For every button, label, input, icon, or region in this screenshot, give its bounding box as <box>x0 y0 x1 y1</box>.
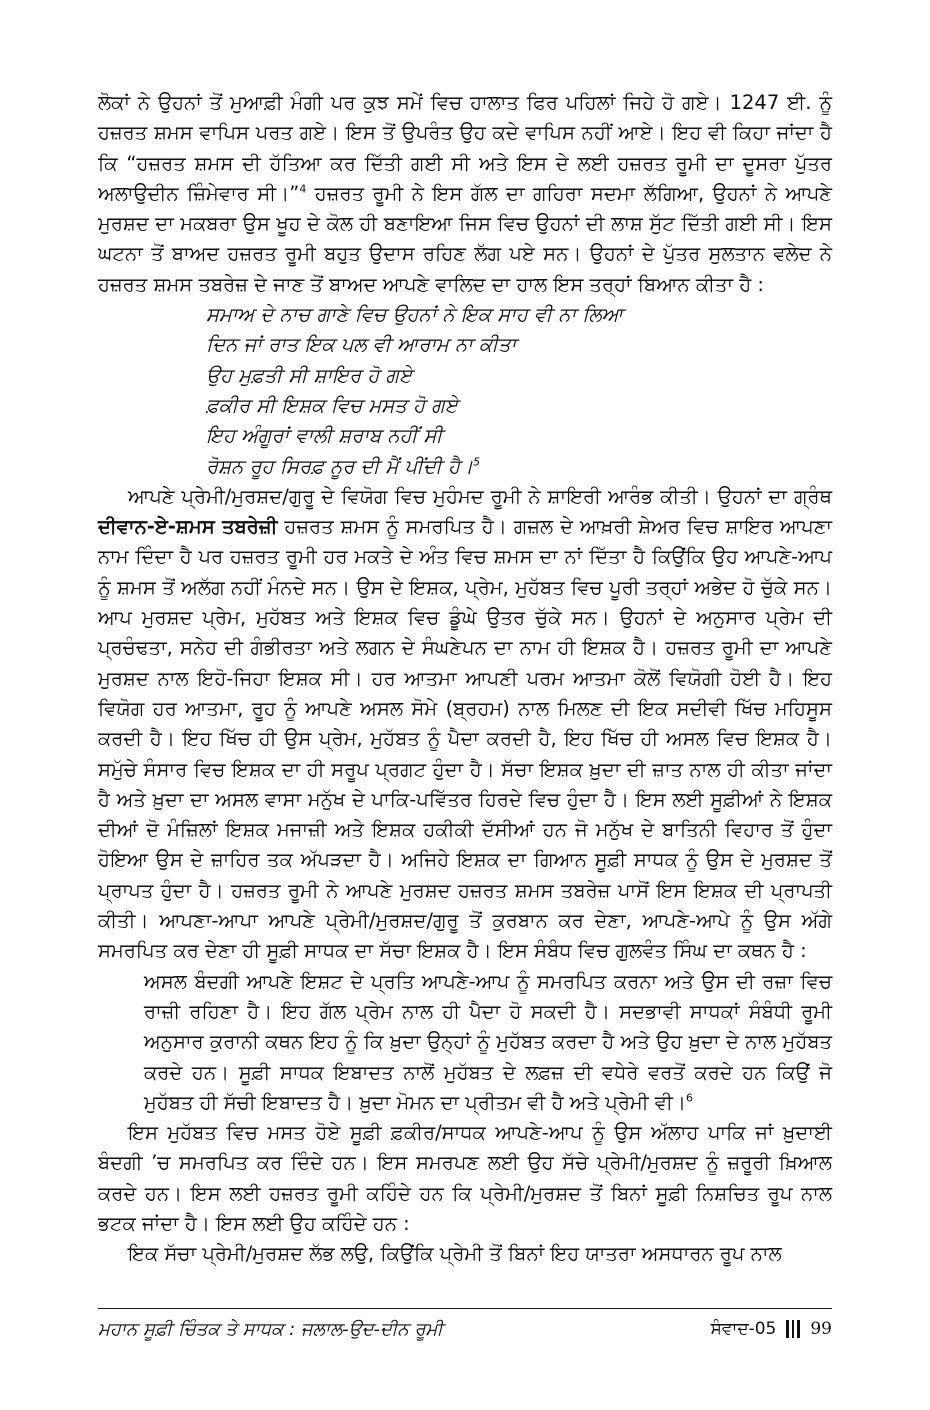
paragraph-2-text-a: ਆਪਣੇ ਪ੍ਰੇਮੀ/ਮੁਰਸ਼ਦ/ਗੁਰੂ ਦੇ ਵਿਯੋਗ ਵਿਚ ਮੁਹੰਮਦ ਰੂਮੀ ਨੇ ਸ਼ਾਇਰੀ ਆਰੰਭ ਕੀਤੀ। ਉਹਨਾਂ ਦਾ ਗ੍ਰੰਥ <box>128 484 832 508</box>
paragraph-3: ਇਸ ਮੁਹੱਬਤ ਵਿਚ ਮਸਤ ਹੋਏ ਸੂਫ਼ੀ ਫ਼ਕੀਰ/ਸਾਧਕ ਆਪਣੇ-ਆਪ ਨੂੰ ਉਸ ਅੱਲਾਹ ਪਾਕਿ ਜਾਂ ਖ਼ੁਦਾਈ ਬੰਦਗੀ ’ਚ ਸਮਰਪਿਤ ਕਰ ਦਿੰਦੇ ਹਨ। ਇਸ ਸਮਰਪਣ ਲਈ ਉਹ ਸੱਚੇ ਪ੍ਰੇਮੀ/ਮੁਰਸ਼ਦ ਨੂੰ ਜ਼ਰੂਰੀ ਖ਼ਿਆਲ ਕਰਦੇ ਹਨ। ਇਸ ਲਈ ਹਜ਼ਰਤ ਰੂਮੀ ਕਹਿੰਦੇ ਹਨ ਕਿ ਪ੍ਰੇਮੀ/ਮੁਰਸ਼ਦ ਤੋਂ ਬਿਨਾਂ ਸੂਫ਼ੀ ਨਿਸ਼ਚਿਤ ਰੂਪ ਨਾਲ ਭਟਕ ਜਾਂਦਾ ਹੈ। ਇਸ ਲਈ ਉਹ ਕਹਿੰਦੇ ਹਨ : <box>98 1121 832 1235</box>
bars-icon <box>786 1319 800 1339</box>
footnote-ref-6: 6 <box>686 1091 694 1105</box>
page-number: 99 <box>810 1319 832 1339</box>
running-footer-right <box>711 1319 833 1339</box>
poem-line: ਸਮਾਅ ਦੇ ਨਾਚ ਗਾਣੇ ਵਿਚ ਉਹਨਾਂ ਨੇ ਇਕ ਸਾਹ ਵੀ ਨਾ ਲਿਆ <box>206 303 623 327</box>
paragraph-1-text: ਲੋਕਾਂ ਨੇ ਉਹਨਾਂ ਤੋਂ ਮੁਆਫ਼ੀ ਮੰਗੀ ਪਰ ਕੁਝ ਸਮੇਂ ਵਿਚ ਹਾਲਾਤ ਫਿਰ ਪਹਿਲਾਂ ਜਿਹੇ ਹੋ ਗਏ। 1247 ਈ. ਨੂੰ ਹਜ਼ਰਤ ਸ਼ਮਸ ਵਾਪਿਸ ਪਰਤ ਗਏ। ਇਸ ਤੋਂ ਉਪਰੰਤ ਉਹ ਕਦੇ ਵਾਪਿਸ ਨਹੀਂ ਆਏ। ਇਹ ਵੀ ਕਿਹਾ ਜਾਂਦਾ ਹੈ ਕਿ “ਹਜ਼ਰਤ ਸ਼ਮਸ ਦੀ ਹੱਤਿਆ ਕਰ ਦਿੱਤੀ ਗਈ ਸੀ ਅਤੇ ਇਸ ਦੇ ਲਈ ਹਜ਼ਰਤ ਰੂਮੀ ਦਾ ਦੂਸਰਾ ਪੁੱਤਰ ਅਲਾਉਦੀਨ ਜ਼ਿੰਮੇਵਾਰ ਸੀ।” <box>98 91 832 205</box>
running-footer-title: ਮਹਾਨ ਸੂਫ਼ੀ ਚਿੰਤਕ ਤੇ ਸਾਧਕ : ਜਲਾਲ-ਉਦ-ਦੀਨ ਰੂਮੀ <box>98 1319 443 1340</box>
paragraph-2-text-b: ਹਜ਼ਰਤ ਸ਼ਮਸ ਨੂੰ ਸਮਰਪਿਤ ਹੈ। ਗਜ਼ਲ ਦੇ ਆਖ਼ਰੀ ਸ਼ੇਅਰ ਵਿਚ ਸ਼ਾਇਰ ਆਪਣਾ ਨਾਮ ਦਿੰਦਾ ਹੈ ਪਰ ਹਜ਼ਰਤ ਰੂਮੀ ਹਰ ਮਕਤੇ ਦੇ ਅੰਤ ਵਿਚ ਸ਼ਮਸ ਦਾ ਨਾਂ ਦਿੱਤਾ ਹੈ ਕਿਉਂਕਿ ਉਹ ਆਪਣੇ-ਆਪ ਨੂੰ ਸ਼ਮਸ ਤੋਂ ਅਲੱਗ ਨਹੀਂ ਮੰਨਦੇ ਸਨ। ਉਸ ਦੇ ਇਸ਼ਕ, ਪ੍ਰੇਮ, ਮੁਹੱਬਤ ਵਿਚ ਪੂਰੀ ਤਰ੍ਹਾਂ ਅਭੇਦ ਹੋ ਚੁੱਕੇ ਸਨ। ਆਪ ਮੁਰਸ਼ਦ ਪ੍ਰੇਮ, ਮੁਹੱਬਤ ਅਤੇ ਇਸ਼ਕ ਵਿਚ ਡੂੰਘੇ ਉਤਰ ਚੁੱਕੇ ਸਨ। ਉਹਨਾਂ ਦੇ ਅਨੁਸਾਰ ਪ੍ਰੇਮ ਦੀ ਪ੍ਰਚੰਢਤਾ, ਸਨੇਹ ਦੀ ਗੰਭੀਰਤਾ ਅਤੇ ਲਗਨ ਦੇ ਸੰਘਣੇਪਨ ਦਾ ਨਾਮ ਹੀ ਇਸ਼ਕ ਹੈ। ਹਜ਼ਰਤ ਰੂਮੀ ਦਾ ਆਪਣੇ ਮੁਰਸ਼ਦ ਨਾਲ ਇਹੋ-ਜਿਹਾ ਇਸ਼ਕ ਸੀ। ਹਰ ਆਤਮਾ ਆਪਣੀ ਪਰਮ ਆਤਮਾ ਕੋਲੋਂ ਵਿਯੋਗੀ ਹੋਈ ਹੈ। ਇਹ ਵਿਯੋਗ ਹਰ ਆਤਮਾ, ਰੂਹ ਨੂੰ ਆਪਣੇ ਅਸਲ ਸੋਮੇ (ਬ੍ਰਹਮ) ਨਾਲ ਮਿਲਣ ਦੀ ਇਕ ਸਦੀਵੀ ਖਿੱਚ ਮਹਿਸੂਸ ਕਰਦੀ ਹੈ। ਇਹ ਖਿੱਚ ਹੀ ਉਸ ਪ੍ਰੇਮ, ਮੁਹੱਬਤ ਨੂੰ ਪੈਦਾ ਕਰਦੀ ਹੈ, ਇਹ ਖਿੱਚ ਹੀ ਅਸਲ ਵਿਚ ਇਸ਼ਕ ਹੈ। ਸਮੁੱਚੇ ਸੰਸਾਰ ਵਿਚ ਇਸ਼ਕ ਦਾ ਹੀ ਸਰੂਪ ਪ੍ਰਗਟ ਹੁੰਦਾ ਹੈ। ਸੱਚਾ ਇਸ਼ਕ ਖ਼ੁਦਾ ਦੀ ਜ਼ਾਤ ਨਾਲ ਹੀ ਕੀਤਾ ਜਾਂਦਾ ਹੈ ਅਤੇ ਖ਼ੁਦਾ ਦਾ ਅਸਲ ਵਾਸਾ ਮਨੁੱਖ ਦੇ ਪਾਕਿ-ਪਵਿੱਤਰ ਹਿਰਦੇ ਵਿਚ ਹੁੰਦਾ ਹੈ। ਇਸ ਲਈ ਸੂਫ਼ੀਆਂ ਨੇ ਇਸ਼ਕ ਦੀਆਂ ਦੋ ਮੰਜ਼ਿਲਾਂ ਇਸ਼ਕ ਮਜਾਜ਼ੀ ਅਤੇ ਇਸ਼ਕ ਹਕੀਕੀ ਦੱਸੀਆਂ ਹਨ ਜੋ ਮਨੁੱਖ ਦੇ ਬਾਤਿਨੀ ਵਿਹਾਰ ਤੋਂ ਹੁੰਦਾ ਹੋਇਆ ਉਸ ਦੇ ਜ਼ਾਹਿਰ ਤਕ ਅੱਪੜਦਾ ਹੈ। ਅਜਿਹੇ ਇਸ਼ਕ ਦਾ ਗਿਆਨ ਸੂਫ਼ੀ ਸਾਧਕ ਨੂੰ ਉਸ ਦੇ ਮੁਰਸ਼ਦ ਤੋਂ ਪ੍ਰਾਪਤ ਹੁੰਦਾ ਹੈ। ਹਜ਼ਰਤ ਰੂਮੀ ਨੇ ਆਪਣੇ ਮੁਰਸ਼ਦ ਹਜ਼ਰਤ ਸ਼ਮਸ ਤਬਰੇਜ਼ ਪਾਸੋਂ ਇਸ ਇਸ਼ਕ ਦੀ ਪ੍ਰਾਪਤੀ ਕੀਤੀ। ਆਪਣਾ-ਆਪਾ ਆਪਣੇ ਪ੍ਰੇਮੀ/ਮੁਰਸ਼ਦ/ਗੁਰੂ ਤੋਂ ਕੁਰਬਾਨ ਕਰ ਦੇਣਾ, ਆਪਣੇ-ਆਪੇ ਨੂੰ ਉਸ ਅੱਗੇ ਸਮਰਪਿਤ ਕਰ ਦੇਣਾ ਹੀ ਸੂਫ਼ੀ ਸਾਧਕ ਦਾ ਸੱਚਾ ਇਸ਼ਕ ਹੈ। ਇਸ ਸੰਬੰਧ ਵਿਚ ਗੁਲਵੰਤ ਸਿੰਘ ਦਾ ਕਥਨ ਹੈ : <box>98 515 832 963</box>
poem-line: ਉਹ ਮੁਫ਼ਤੀ ਸੀ ਸ਼ਾਇਰ ਹੋ ਗਏ <box>206 363 413 387</box>
poem-line: ਇਹ ਅੰਗੂਰਾਂ ਵਾਲੀ ਸ਼ਰਾਬ ਨਹੀਂ ਸੀ <box>206 424 443 448</box>
poem-line: ਫ਼ਕੀਰ ਸੀ ਇਸ਼ਕ ਵਿਚ ਮਸਤ ਹੋ ਗਏ <box>206 393 458 417</box>
paragraph-4: ਇਕ ਸੱਚਾ ਪ੍ਰੇਮੀ/ਮੁਰਸ਼ਦ ਲੱਭ ਲਉ, ਕਿਉਂਕਿ ਪ੍ਰੇਮੀ ਤੋਂ ਬਿਨਾਂ ਇਹ ਯਾਤਰਾ ਅਸਧਾਰਨ ਰੂਪ ਨਾਲ <box>128 1242 782 1266</box>
poem-line-last <box>206 452 832 482</box>
block-quote-text: ਅਸਲ ਬੰਦਗੀ ਆਪਣੇ ਇਸ਼ਟ ਦੇ ਪ੍ਰਤਿ ਆਪਣੇ-ਆਪ ਨੂੰ ਸਮਰਪਿਤ ਕਰਨਾ ਅਤੇ ਉਸ ਦੀ ਰਜ਼ਾ ਵਿਚ ਰਾਜ਼ੀ ਰਹਿਣਾ ਹੈ। ਇਹ ਗੱਲ ਪ੍ਰੇਮ ਨਾਲ ਹੀ ਪੈਦਾ ਹੋ ਸਕਦੀ ਹੈ। ਸਦਭਾਵੀ ਸਾਧਕਾਂ ਸੰਬੰਧੀ ਰੂਮੀ ਅਨੁਸਾਰ ਕੁਰਾਨੀ ਕਥਨ ਇਹ ਨੂੰ ਕਿ ਖ਼ੁਦਾ ਉਨ੍ਹਾਂ ਨੂੰ ਮੁਹੱਬਤ ਕਰਦਾ ਹੈ ਅਤੇ ਉਹ ਖ਼ੁਦਾ ਦੇ ਨਾਲ ਮੁਹੱਬਤ ਕਰਦੇ ਹਨ। ਸੂਫ਼ੀ ਸਾਧਕ ਇਬਾਦਤ ਨਾਲੋਂ ਮੁਹੱਬਤ ਦੇ ਲਫ਼ਜ਼ ਦੀ ਵਧੇਰੇ ਵਰਤੋਂ ਕਰਦੇ ਹਨ ਕਿਉਂ ਜੋ ਮੁਹੱਬਤ ਹੀ ਸੱਚੀ ਇਬਾਦਤ ਹੈ। ਖ਼ੁਦਾ ਮੋਮਨ ਦਾ ਪ੍ਰੀਤਮ ਵੀ ਹੈ ਅਤੇ ਪ੍ਰੇਮੀ ਵੀ। <box>144 969 832 1114</box>
footnote-ref-5: 5 <box>473 455 481 469</box>
paragraph-2 <box>98 482 832 967</box>
poem-line-text: ਰੋਸ਼ਨ ਰੂਹ ਸਿਰਫ਼ ਨੂਰ ਦੀ ਮੈਂ ਪੀਂਦੀ ਹੈ। <box>206 454 474 478</box>
paragraph-1 <box>98 88 832 300</box>
journal-name: ਸੰਵਾਦ-05 <box>710 1319 777 1339</box>
book-title-bold: ਦੀਵਾਨ-ਏ-ਸ਼ਮਸ ਤਬਰੇਜ਼ੀ <box>98 515 278 539</box>
page-body <box>98 88 832 1270</box>
footer-rule <box>98 1308 832 1309</box>
poem-line: ਦਿਨ ਜਾਂ ਰਾਤ ਇਕ ਪਲ ਵੀ ਆਰਾਮ ਨਾ ਕੀਤਾ <box>206 333 517 357</box>
footnote-ref-4: 4 <box>299 182 307 196</box>
block-quote <box>144 967 832 1118</box>
paragraph-1-rest: ਹਜ਼ਰਤ ਰੂਮੀ ਨੇ ਇਸ ਗੱਲ ਦਾ ਗਹਿਰਾ ਸਦਮਾ ਲੱਗਿਆ, ਉਹਨਾਂ ਨੇ ਆਪਣੇ ਮੁਰਸ਼ਦ ਦਾ ਮਕਬਰਾ ਉਸ ਖੂਹ ਦੇ ਕੋਲ ਹੀ ਬਣਾਇਆ ਜਿਸ ਵਿਚ ਉਹਨਾਂ ਦੀ ਲਾਸ਼ ਸੁੱਟ ਦਿੱਤੀ ਗਈ ਸੀ। ਇਸ ਘਟਨਾ ਤੋਂ ਬਾਅਦ ਹਜ਼ਰਤ ਰੂਮੀ ਬਹੁਤ ਉਦਾਸ ਰਹਿਣ ਲੱਗ ਪਏ ਸਨ। ਉਹਨਾਂ ਦੇ ਪੁੱਤਰ ਸੁਲਤਾਨ ਵਲੇਦ ਨੇ ਹਜ਼ਰਤ ਸ਼ਮਸ ਤਬਰੇਜ਼ ਦੇ ਜਾਣ ਤੋਂ ਬਾਅਦ ਆਪਣੇ ਵਾਲਿਦ ਦਾ ਹਾਲ ਇਸ ਤਰ੍ਹਾਂ ਬਿਆਨ ਕੀਤਾ ਹੈ : <box>98 181 832 296</box>
poem-block <box>206 300 832 482</box>
